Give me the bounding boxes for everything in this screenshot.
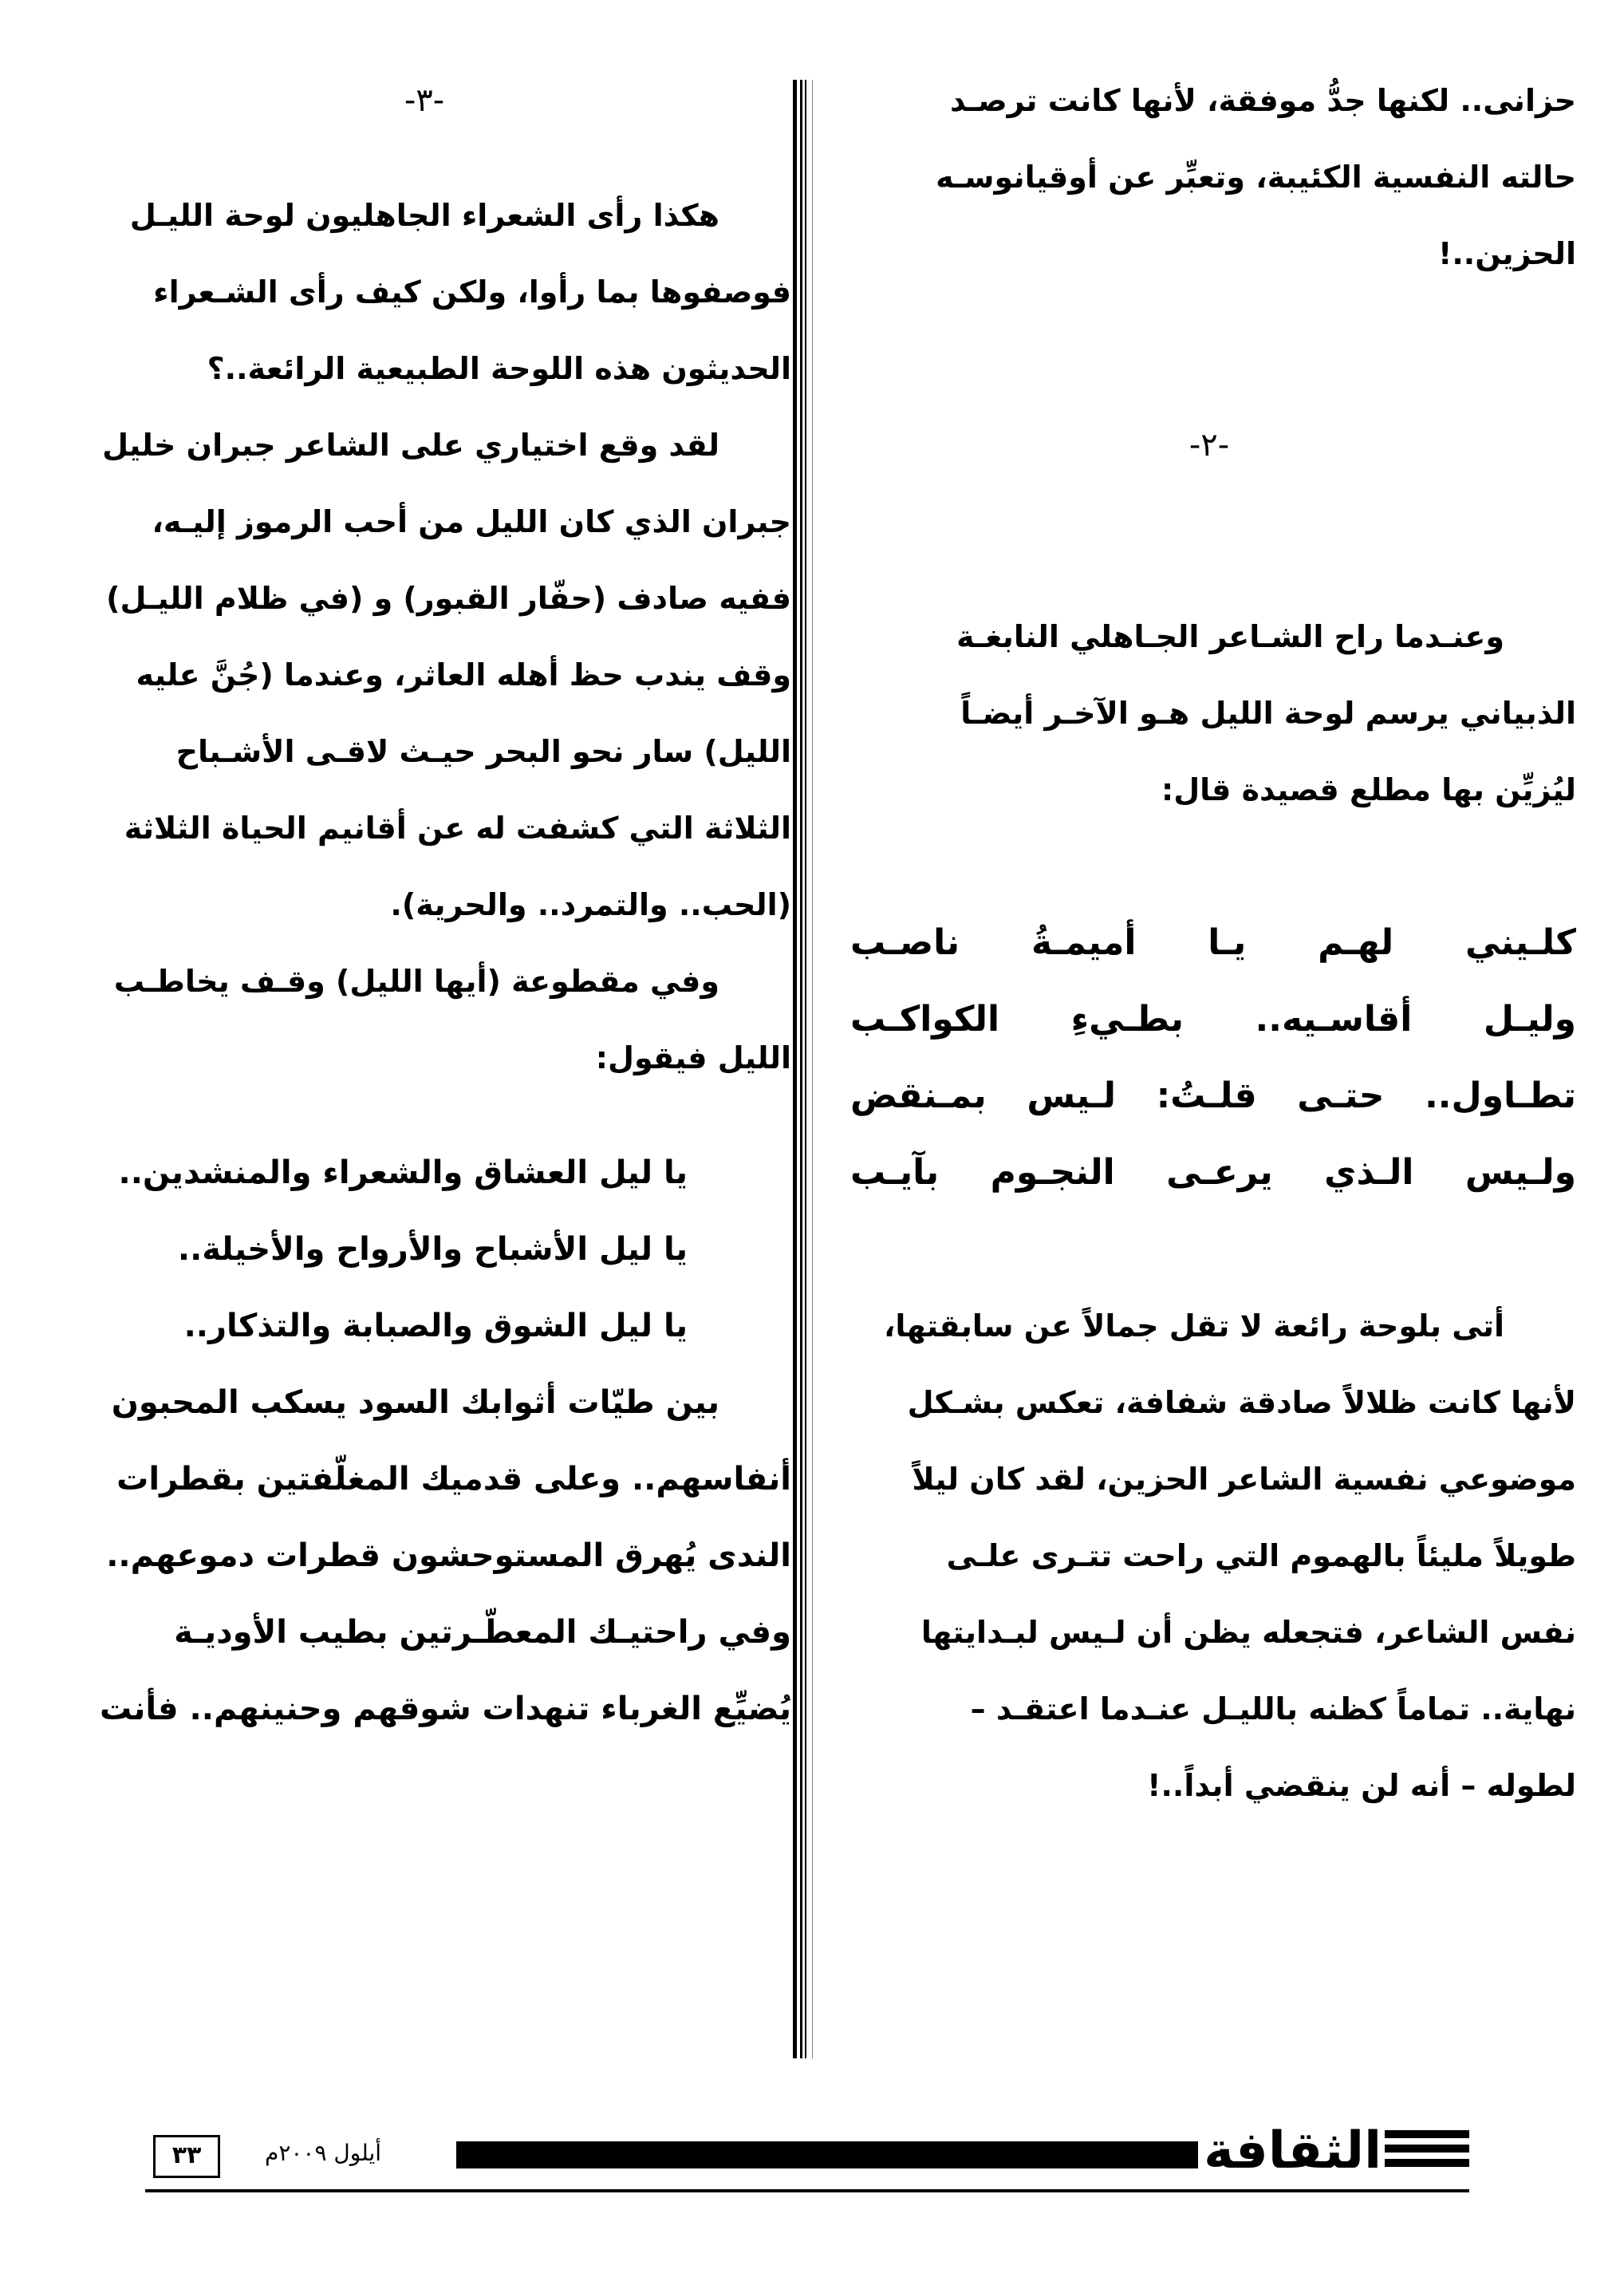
text-line: فوصفوها بما رأوا، ولكن كيف رأى الشـعراء	[153, 274, 791, 310]
text-line: لطوله – أنه لن ينقضي أبداً..!	[1147, 1768, 1576, 1803]
text-line: وفي راحتيـك المعطّـرتين بطيب الأوديـة	[174, 1614, 791, 1651]
text-line: نفس الشاعر، فتجعله يظن أن لـيس لبـدايتها	[920, 1615, 1576, 1650]
text-line: وعنـدما راح الشـاعر الجـاهلي النابغـة	[956, 619, 1504, 654]
text-line: ليُزيِّن بها مطلع قصيدة قال:	[1161, 772, 1576, 807]
text-line: لقد وقع اختياري على الشاعر جبران خليل	[102, 428, 719, 463]
verse-line: كلـيني لهـم يـا أميمـةُ ناصـب	[850, 922, 1576, 963]
text-line: (الحب.. والتمرد.. والحرية).	[390, 887, 791, 922]
logo-text: الثقافة	[1204, 2121, 1382, 2180]
right-column	[842, 62, 1576, 1824]
verse-block	[842, 905, 1576, 1211]
text-line: موضوعي نفسية الشاعر الحزين، لقد كان ليلاً	[912, 1462, 1576, 1497]
text-line: هكذا رأى الشعراء الجاهليون لوحة الليـل	[129, 198, 719, 233]
section-number: -٣-	[404, 82, 445, 119]
left-paragraph-3	[57, 943, 791, 1096]
right-intro-paragraph	[842, 62, 1576, 292]
text-line: بين طيّات أثوابك السود يسكب المحبون	[111, 1384, 719, 1421]
footer-rule	[145, 2189, 1469, 2192]
text-line: الليل فيقول:	[595, 1040, 791, 1075]
poem-line: يا ليل الأشباح والأرواح والأخيلة..	[177, 1231, 688, 1268]
verse-line: تطـاول.. حتـى قلـتُ: لـيس بمـنقض	[850, 1075, 1576, 1116]
poem-block	[57, 1134, 791, 1364]
section-number: -٢-	[1188, 427, 1230, 464]
poem-line: يا ليل الشوق والصبابة والتذكار..	[183, 1308, 688, 1344]
page-footer	[145, 2106, 1469, 2194]
text-line: نهاية.. تماماً كظنه بالليـل عنـدما اعتقـد –	[970, 1691, 1576, 1726]
text-line: طويلاً مليئاً بالهموم التي راحت تتـرى علـى	[946, 1538, 1576, 1573]
text-line: وفي مقطوعة (أيها الليل) وقـف يخاطـب	[113, 964, 719, 999]
verse-line: وليـل أقاسـيه.. بطـيءِ الكواكـب	[850, 999, 1576, 1040]
text-line: ففيه صادف (حفّار القبور) و (في ظلام الليـل)	[106, 581, 791, 616]
text-line: جبران الذي كان الليل من أحب الرموز إليـه،	[152, 504, 791, 539]
footer-black-bar	[456, 2141, 1198, 2168]
column-divider	[793, 80, 830, 2058]
text-line: الذبياني يرسم لوحة الليل هـو الآخـر أيضـاً	[960, 696, 1576, 731]
text-line: يُضيِّع الغرباء تنهدات شوقهم وحنينهم.. فأنت	[100, 1691, 791, 1727]
right-paragraph-2	[842, 1288, 1576, 1824]
text-line: حزانى.. لكنها جدُّ موفقة، لأنها كانت ترصـد	[950, 83, 1576, 118]
verse-line: ولـيس الـذي يرعـى النجـوم بآيـب	[850, 1152, 1576, 1193]
page-number: ٣٣	[153, 2135, 220, 2178]
issue-date: أيلول ٢٠٠٩م	[265, 2140, 382, 2166]
logo-stripes	[1385, 2130, 1469, 2173]
left-paragraph-4	[57, 1364, 791, 1747]
text-line: وقف يندب حظ أهله العاثر، وعندما (جُنَّ عليه	[136, 657, 791, 693]
left-paragraph-2	[57, 407, 791, 943]
left-column	[57, 62, 791, 1747]
text-line: حالته النفسية الكئيبة، وتعبِّر عن أوقيانوسـه	[936, 160, 1576, 195]
right-paragraph-1	[842, 598, 1576, 828]
text-line: الثلاثة التي كشفت له عن أقانيم الحياة الثلاثة	[124, 811, 791, 846]
magazine-logo	[1204, 2121, 1469, 2184]
poem-line: يا ليل العشاق والشعراء والمنشدين..	[118, 1154, 688, 1191]
left-paragraph-1	[57, 177, 791, 407]
text-line: الحزين..!	[1438, 236, 1576, 271]
text-line: الندى يُهرق المستوحشون قطرات دموعهم..	[106, 1537, 791, 1574]
text-line: أتى بلوحة رائعة لا تقل جمالاً عن سابقتها،	[883, 1308, 1504, 1344]
text-line: الحديثون هذه اللوحة الطبيعية الرائعة..؟	[207, 351, 791, 386]
text-line: لأنها كانت ظلالاً صادقة شفافة، تعكس بشـكل	[907, 1385, 1576, 1420]
text-line: الليل) سار نحو البحر حيـث لاقـى الأشـباح	[175, 734, 791, 769]
text-line: أنفاسهم.. وعلى قدميك المغلّفتين بقطرات	[116, 1461, 791, 1498]
